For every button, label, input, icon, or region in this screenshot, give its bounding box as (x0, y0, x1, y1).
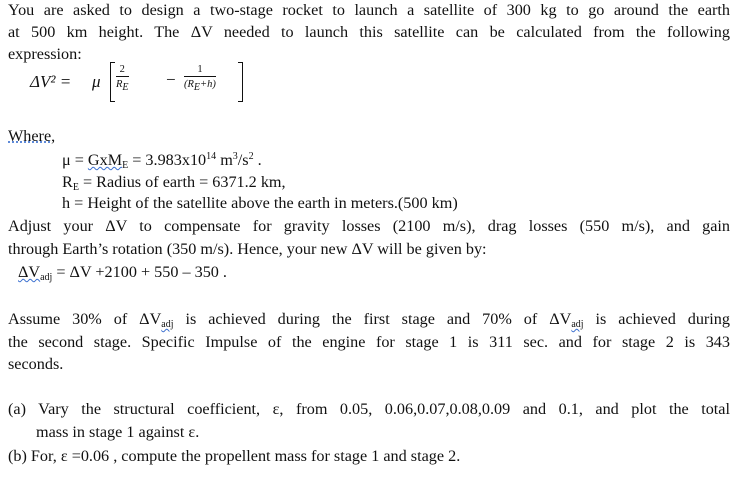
assume-line-3: seconds. (8, 355, 64, 373)
intro-line-2: at 500 km height. The ΔV needed to launch this satellite can be calculated from the following (8, 23, 730, 41)
intro-line-3: expression: (8, 45, 82, 63)
intro-line-1: You are asked to design a two-stage rocket to launch a satellite of 300 kg to go around the earth (8, 1, 730, 19)
fraction-2-over-re (116, 63, 129, 93)
assume-line-2: the second stage. Specific Impulse of the engine for stage 1 is 311 sec. and for stage 2 is 343 (8, 333, 730, 351)
equation-lhs: ΔV² = (30, 72, 72, 91)
question-a-line-2: mass in stage 1 against ε. (36, 423, 200, 441)
h-definition: h = Height of the satellite above the earth in meters.(500 km) (62, 194, 458, 212)
right-bracket (238, 62, 243, 102)
fraction-1-numerator: 2 (116, 63, 129, 77)
question-a-line-1: (a) Vary the structural coefficient, ε, from 0.05, 0.06,0.07,0.08,0.09 and 0.1, and plot the total (8, 400, 730, 418)
fraction-2-numerator: 1 (184, 63, 216, 77)
where-label: Where, (8, 127, 56, 145)
re-definition: $R_E$ = Radius of earth = 6371.2 km, (62, 173, 286, 193)
fraction-1-over-re-plus-h (184, 63, 216, 93)
adjust-line-1: Adjust your ΔV to compensate for gravity losses (2100 m/s), drag losses (550 m/s), and gain (8, 217, 730, 235)
delta-v-adj-formula: $\Delta V_{adj} = \Delta V +2100 + 550 - 350$ . (18, 263, 227, 283)
assume-line-1: Assume 30% of $\Delta V_{adj}$ is achieved during the first stage and 70% of $\Delta V_{adj}$ is achieved during (8, 310, 730, 330)
left-bracket (110, 62, 115, 102)
mu-definition: $\mu = GxM_E = 3.983x10^{14}$ $m^3/s^2$ . (62, 151, 262, 171)
equation-mu: μ (92, 72, 101, 91)
fraction-2-denominator: $(R_E+h)$ (184, 79, 216, 93)
fraction-1-denominator: $R_E$ (116, 79, 129, 93)
question-b: (b) For, ε =0.06 , compute the propellent mass for stage 1 and stage 2. (8, 447, 461, 465)
adjust-line-2: through Earth’s rotation (350 m/s). Hence, your new ΔV will be given by: (8, 240, 487, 258)
minus-sign: − (166, 70, 176, 89)
